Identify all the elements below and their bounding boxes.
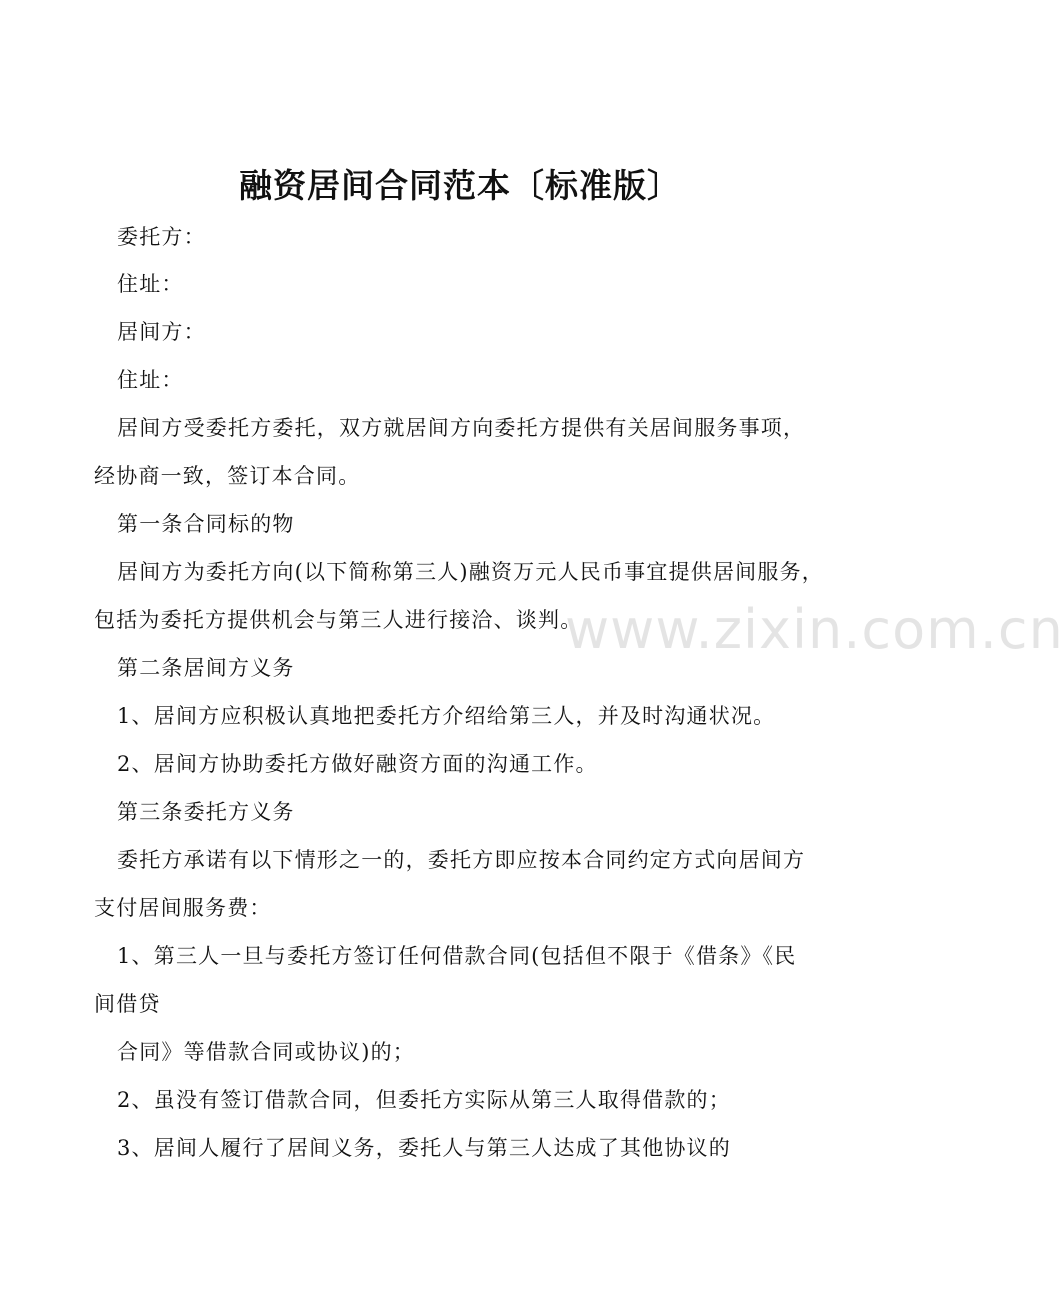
paragraph-line: 居间方受委托方委托，双方就居间方向委托方提供有关居间服务事项，	[117, 416, 806, 440]
article-heading: 第三条委托方义务	[117, 800, 295, 824]
intermediary-address-label: 住址：	[117, 368, 184, 392]
list-item: 2、虽没有签订借款合同，但委托方实际从第三人取得借款的；	[117, 1088, 731, 1112]
paragraph-line: 委托方承诺有以下情形之一的，委托方即应按本合同约定方式向居间方	[117, 848, 806, 872]
paragraph-line: 居间方为委托方向(以下简称第三人)融资万元人民币事宜提供居间服务，	[117, 560, 824, 584]
list-item: 1、居间方应积极认真地把委托方介绍给第三人，并及时沟通状况。	[117, 704, 776, 728]
paragraph-line: 经协商一致，签订本合同。	[94, 464, 361, 488]
list-item: 3、居间人履行了居间义务，委托人与第三人达成了其他协议的	[117, 1136, 731, 1160]
client-address-label: 住址：	[117, 272, 184, 296]
article-heading: 第一条合同标的物	[117, 512, 295, 536]
list-item: 1、第三人一旦与委托方签订任何借款合同(包括但不限于《借条》《民	[117, 944, 797, 968]
intermediary-label: 居间方：	[117, 320, 206, 344]
paragraph-line: 包括为委托方提供机会与第三人进行接洽、谈判。	[94, 608, 583, 632]
document-title: 融资居间合同范本〔标准版〕	[239, 166, 681, 205]
list-item: 2、居间方协助委托方做好融资方面的沟通工作。	[117, 752, 598, 776]
paragraph-line: 合同》等借款合同或协议)的；	[117, 1040, 415, 1064]
paragraph-line: 间借贷	[94, 992, 161, 1016]
paragraph-line: 支付居间服务费：	[94, 896, 272, 920]
article-heading: 第二条居间方义务	[117, 656, 295, 680]
watermark: www.zixin.com.cn	[565, 598, 1064, 661]
client-label: 委托方：	[117, 225, 206, 249]
